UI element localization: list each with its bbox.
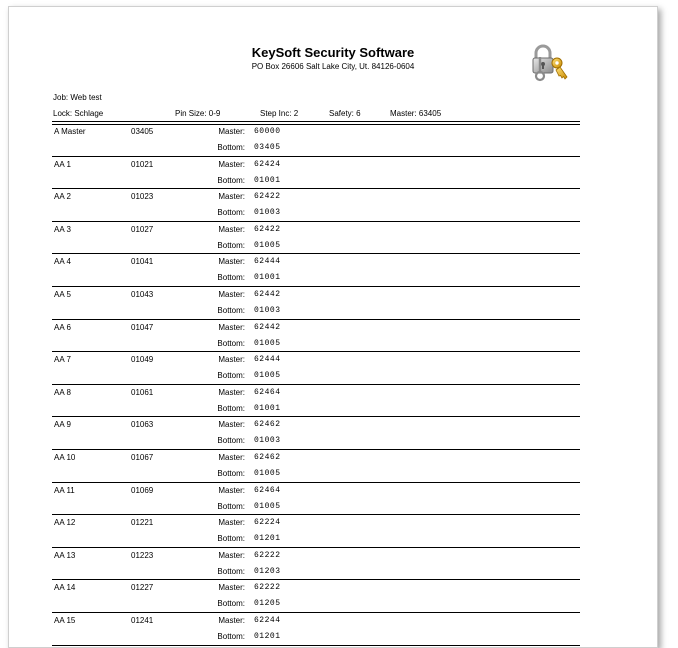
header-rule-top [52,121,580,122]
table-row [52,222,580,255]
master-label: Master: [218,420,245,430]
master-value: 62424 [254,159,281,169]
key-code: 01047 [131,322,154,332]
bottom-label: Bottom: [217,240,245,250]
job-name: Job: Web test [53,93,102,102]
master-value: 62222 [254,550,281,560]
bottom-label: Bottom: [217,371,245,381]
key-name: AA 2 [54,192,71,202]
bottom-label: Bottom: [217,208,245,218]
bottom-label: Bottom: [217,436,245,446]
key-code: 01063 [131,420,154,430]
table-row [52,254,580,287]
table-row [52,580,580,613]
key-name: AA 13 [54,550,76,560]
report-page [8,6,658,648]
bottom-value: 01001 [254,403,281,413]
key-code: 01069 [131,485,154,495]
master-label: Master: [218,192,245,202]
key-name: AA 1 [54,159,71,169]
keys-padlock-icon [528,43,570,85]
table-row [52,548,580,581]
key-code: 01227 [131,583,154,593]
key-name: A Master [54,127,86,136]
master-label: Master: [218,452,245,462]
bottom-label: Bottom: [217,631,245,641]
master-label: Master: [218,387,245,397]
bottom-label: Bottom: [217,305,245,315]
pin-size: Pin Size: 0-9 [175,109,221,118]
table-row [52,385,580,418]
bottom-value: 01001 [254,273,281,283]
table-row [52,320,580,353]
bottom-value: 01205 [254,599,281,609]
bottom-value: 01003 [254,436,281,446]
key-name: AA 5 [54,289,71,299]
bottom-value: 01003 [254,305,281,315]
table-row [52,515,580,548]
key-name: AA 4 [54,257,71,267]
table-row [52,450,580,483]
key-name: AA 3 [54,224,71,234]
lock-type: Lock: Schlage [53,109,104,118]
table-row [52,483,580,516]
master-value: 62462 [254,452,281,462]
master-value: 62444 [254,257,281,267]
key-code: 01067 [131,452,154,462]
master-label: Master: [218,518,245,528]
table-row [52,157,580,190]
bottom-value: 01201 [254,631,281,641]
master-label: Master: [218,550,245,560]
bottom-value: 01201 [254,534,281,544]
master-label: Master: [218,583,245,593]
master-label: Master: [218,289,245,299]
table-row [52,352,580,385]
master-value: 60000 [254,127,281,136]
master-label: Master: [218,257,245,267]
table-row [52,189,580,222]
key-code: 01241 [131,615,154,625]
master-value: 62442 [254,289,281,299]
bottom-value: 01003 [254,208,281,218]
master-label: Master: [218,615,245,625]
master-label: Master: [218,355,245,365]
bottom-value: 01005 [254,371,281,381]
key-code: 03405 [131,127,154,136]
bottom-label: Bottom: [217,403,245,413]
master-label: Master: [218,485,245,495]
report-title: KeySoft Security Software [251,45,415,60]
master-value: 62244 [254,615,281,625]
bottom-label: Bottom: [217,534,245,544]
bottom-value: 01005 [254,468,281,478]
bottom-label: Bottom: [217,273,245,283]
bottom-label: Bottom: [217,143,245,152]
master-value: 62224 [254,518,281,528]
bottom-value: 01001 [254,175,281,185]
master-label: Master: [218,159,245,169]
key-name: AA 12 [54,518,76,528]
bottom-value: 01005 [254,501,281,511]
key-name: AA 6 [54,322,71,332]
bottom-value: 01203 [254,566,281,576]
key-code: 01023 [131,192,154,202]
master-label: Master: [218,127,245,136]
master-value: 62442 [254,322,281,332]
key-name: AA 10 [54,452,76,462]
bottom-value: 03405 [254,143,281,152]
key-code: 01021 [131,159,154,169]
key-code: 01027 [131,224,154,234]
step-increment: Step Inc: 2 [260,109,299,118]
key-code: 01061 [131,387,154,397]
table-row [52,417,580,450]
table-row [52,613,580,646]
master-label: Master: [218,322,245,332]
bottom-label: Bottom: [217,599,245,609]
company-address: PO Box 26606 Salt Lake City, Ut. 84126-0604 [251,62,415,71]
key-code: 01223 [131,550,154,560]
key-name: AA 7 [54,355,71,365]
key-name: AA 8 [54,387,71,397]
key-name: AA 11 [54,485,75,495]
key-code: 01221 [131,518,154,528]
master-value: 62422 [254,192,281,202]
bottom-label: Bottom: [217,175,245,185]
bottom-value: 01005 [254,240,281,250]
table-row [52,287,580,320]
key-code: 01041 [131,257,154,267]
bottom-label: Bottom: [217,468,245,478]
safety-value: Safety: 6 [329,109,361,118]
key-name: AA 15 [54,615,76,625]
master-value: 62462 [254,420,281,430]
bottom-value: 01005 [254,338,281,348]
key-name: AA 9 [54,420,71,430]
master-label: Master: [218,224,245,234]
master-value: 62464 [254,387,281,397]
bottom-label: Bottom: [217,501,245,511]
key-table [52,124,580,646]
master-value: 62464 [254,485,281,495]
master-value: 62422 [254,224,281,234]
key-code: 01043 [131,289,154,299]
key-code: 01049 [131,355,154,365]
bottom-label: Bottom: [217,566,245,576]
master-key-code: Master: 63405 [390,109,442,118]
master-value: 62444 [254,355,281,365]
table-row [52,124,580,157]
bottom-label: Bottom: [217,338,245,348]
key-name: AA 14 [54,583,76,593]
master-value: 62222 [254,583,281,593]
